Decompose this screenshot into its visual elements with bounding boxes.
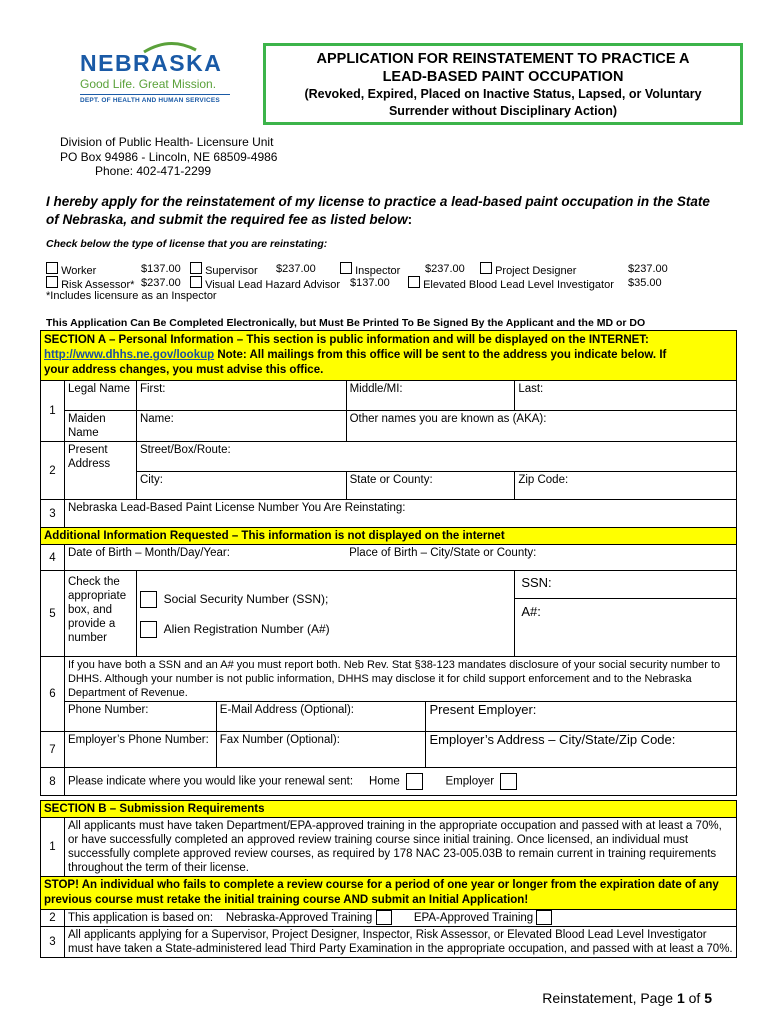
id-number-fields: [515, 571, 737, 657]
email-field[interactable]: E-Mail Address (Optional):: [216, 702, 426, 732]
row-number-5: 5: [41, 571, 65, 657]
page-footer: [542, 990, 712, 1006]
alien-checkbox[interactable]: [140, 621, 157, 638]
home-checkbox[interactable]: [406, 773, 423, 790]
footer-total: 5: [704, 990, 712, 1006]
title-line3: (Revoked, Expired, Placed on Inactive Status, Lapsed, or Voluntary: [304, 87, 702, 101]
city-field[interactable]: City:: [136, 472, 346, 500]
address-phone: Phone: 402-471-2299: [95, 164, 212, 178]
based-on-label: This application is based on:: [68, 912, 214, 924]
section-a-table: [40, 330, 737, 796]
state-field[interactable]: State or County:: [346, 472, 515, 500]
maiden-name-field[interactable]: Name:: [136, 411, 346, 442]
visual-fee: $137.00: [350, 277, 390, 289]
training-basis: [65, 910, 737, 927]
license-number-field[interactable]: Nebraska Lead-Based Paint License Number You Are Reinstating:: [64, 500, 736, 528]
anum-field[interactable]: A#:: [521, 604, 541, 619]
visual-label: Visual Lead Hazard Advisor: [205, 279, 340, 291]
legal-name-label: Legal Name: [64, 381, 136, 411]
lookup-link[interactable]: http://www.dhhs.ne.gov/lookup: [44, 349, 215, 361]
worker-checkbox[interactable]: [46, 262, 58, 274]
ne-training-label: Nebraska-Approved Training: [225, 912, 373, 924]
inspector-fee: $237.00: [425, 263, 465, 275]
row-number-2: 2: [41, 442, 65, 500]
inspector-checkbox[interactable]: [340, 262, 352, 274]
aka-field[interactable]: Other names you are known as (AKA):: [346, 411, 736, 442]
epa-training-label: EPA-Approved Training: [413, 912, 534, 924]
fax-field[interactable]: Fax Number (Optional):: [216, 732, 426, 768]
intro-colon: :: [407, 212, 413, 227]
designer-checkbox[interactable]: [480, 262, 492, 274]
requirement-3: All applicants applying for a Supervisor, Project Designer, Inspector, Risk Assessor, or Elevated Blood Lead Level Investigator must have taken a State-administered lead Third Party Examination in the appropriate occupation, and passed with at least a 70%.: [65, 927, 737, 958]
logo-arc-icon: [142, 40, 198, 54]
ne-training-checkbox[interactable]: [376, 910, 392, 925]
footer-page: 1: [676, 990, 685, 1006]
section-a-header: [41, 331, 737, 381]
present-address-label: Present Address: [64, 442, 136, 500]
dob-field[interactable]: Date of Birth – Month/Day/Year:: [64, 545, 346, 571]
b-row-number-3: 3: [41, 927, 65, 958]
electronic-note: This Application Can Be Completed Electronically, but Must Be Printed To Be Signed By the Applicant and the MD or DO: [46, 317, 646, 329]
ssn-option-label: Social Security Number (SSN);: [163, 591, 329, 606]
supervisor-fee: $237.00: [276, 263, 316, 275]
check-box-instruction: Check the appropriate box, and provide a number: [64, 571, 136, 657]
title-line2: LEAD-BASED PAINT OCCUPATION: [382, 69, 624, 85]
worker-fee: $137.00: [141, 263, 181, 275]
address-line1: Division of Public Health- Licensure Unit: [60, 135, 274, 149]
intro-line1: I hereby apply for the reinstatement of my license to practice a lead-based paint occupation in the State: [46, 194, 710, 209]
address-line2: PO Box 94986 - Lincoln, NE 68509-4986: [60, 150, 278, 164]
row-number-6: 6: [41, 657, 65, 732]
license-note: *Includes licensure as an Inspector: [46, 290, 217, 302]
intro-statement: [46, 193, 736, 229]
requirement-1: All applicants must have taken Department/EPA-approved training in the appropriate occupation and passed with at least a 70%, or have successfully completed an approved review training course since initial training. Once licensed, an individual must successfully complete approved review courses, as required by 178 NAC 23-005.03B to remain current in training requirements throughout the term of their license.: [65, 818, 737, 877]
worker-label: Worker: [61, 265, 97, 277]
section-a-header1: SECTION A – Personal Information – This section is public information and will be displayed on the INTERNET:: [44, 334, 649, 346]
alien-option[interactable]: [140, 614, 511, 644]
license-inspector[interactable]: [340, 262, 400, 278]
id-type-options: [136, 571, 514, 657]
pob-field[interactable]: Place of Birth – City/State or County:: [346, 545, 736, 571]
title-box: [263, 43, 743, 125]
alien-option-label: Alien Registration Number (A#): [163, 621, 330, 636]
row-number-4: 4: [41, 545, 65, 571]
section-a-header3: your address changes, you must advise this office.: [44, 364, 324, 376]
employer-address-field[interactable]: Employer’s Address – City/State/Zip Code:: [426, 732, 737, 768]
supervisor-label: Supervisor: [205, 265, 258, 277]
last-name-field[interactable]: Last:: [515, 381, 737, 411]
designer-fee: $237.00: [628, 263, 668, 275]
middle-name-field[interactable]: Middle/MI:: [346, 381, 515, 411]
risk-fee: $237.00: [141, 277, 181, 289]
footer-text: Reinstatement, Page: [542, 990, 677, 1006]
title-line1: APPLICATION FOR REINSTATEMENT TO PRACTICE A: [316, 51, 690, 67]
intro-line2: of Nebraska, and submit the required fee as listed below: [46, 212, 408, 227]
title-line4: Surrender without Disciplinary Action): [388, 104, 618, 118]
inspector-label: Inspector: [355, 265, 401, 277]
ssn-checkbox[interactable]: [140, 591, 157, 608]
ebll-fee: $35.00: [628, 277, 662, 289]
employer-field[interactable]: Present Employer:: [426, 702, 737, 732]
nebraska-logo: [80, 42, 240, 104]
row-number-7: 7: [41, 732, 65, 768]
row-number-3: 3: [41, 500, 65, 528]
ssn-option[interactable]: [140, 584, 511, 614]
ebll-checkbox[interactable]: [408, 276, 420, 288]
renewal-label: Please indicate where you would like your renewal sent:: [67, 775, 354, 788]
zip-field[interactable]: Zip Code:: [515, 472, 737, 500]
logo-tagline: Good Life. Great Mission.: [80, 77, 217, 91]
designer-label: Project Designer: [495, 265, 577, 277]
employer-checkbox[interactable]: [500, 773, 517, 790]
additional-info-header: Additional Information Requested – This information is not displayed on the internet: [41, 528, 737, 545]
check-heading: Check below the type of license that you are reinstating:: [46, 238, 328, 250]
logo-dept: DEPT. OF HEALTH AND HUMAN SERVICES: [80, 97, 220, 104]
section-a-header2: Note: All mailings from this office will be sent to the address you indicate below. If: [214, 349, 667, 361]
ebll-label: Elevated Blood Lead Level Investigator: [423, 279, 614, 291]
employer-phone-field[interactable]: Employer’s Phone Number:: [64, 732, 216, 768]
supervisor-checkbox[interactable]: [190, 262, 202, 274]
license-ebll[interactable]: [408, 276, 614, 292]
visual-checkbox[interactable]: [190, 276, 202, 288]
first-name-field[interactable]: First:: [136, 381, 346, 411]
section-b-header: SECTION B – Submission Requirements: [41, 801, 737, 818]
ssn-field[interactable]: SSN:: [515, 571, 736, 599]
street-field[interactable]: Street/Box/Route:: [136, 442, 736, 472]
b-row-number-2: 2: [41, 910, 65, 927]
stop-warning: STOP! An individual who fails to complete a review course for a period of one year or longer from the expiration date of any previous course must retake the initial training course AND submit an Initial Application!: [41, 877, 737, 910]
ssn-disclosure-note: If you have both a SSN and an A# you must report both. Neb Rev. Stat §38-123 mandates disclosure of your social security number to DHHS. Although your number is not public information, DHHS may disclose it for child support enforcement and to the Nebraska Department of Revenue.: [64, 657, 736, 702]
epa-training-checkbox[interactable]: [536, 910, 552, 925]
b-row-number-1: 1: [41, 818, 65, 877]
risk-label: Risk Assessor*: [61, 279, 135, 291]
employer-option-label: Employer: [445, 775, 495, 788]
row-number-1: 1: [41, 381, 65, 442]
row-number-8: 8: [41, 768, 65, 796]
section-b-table: [40, 800, 737, 958]
logo-word: NEBRASKA: [80, 50, 223, 76]
renewal-preference: [64, 768, 736, 796]
home-option-label: Home: [369, 775, 400, 788]
phone-field[interactable]: Phone Number:: [64, 702, 216, 732]
footer-of: of: [684, 990, 705, 1006]
maiden-name-label: Maiden Name: [64, 411, 136, 442]
risk-checkbox[interactable]: [46, 276, 58, 288]
